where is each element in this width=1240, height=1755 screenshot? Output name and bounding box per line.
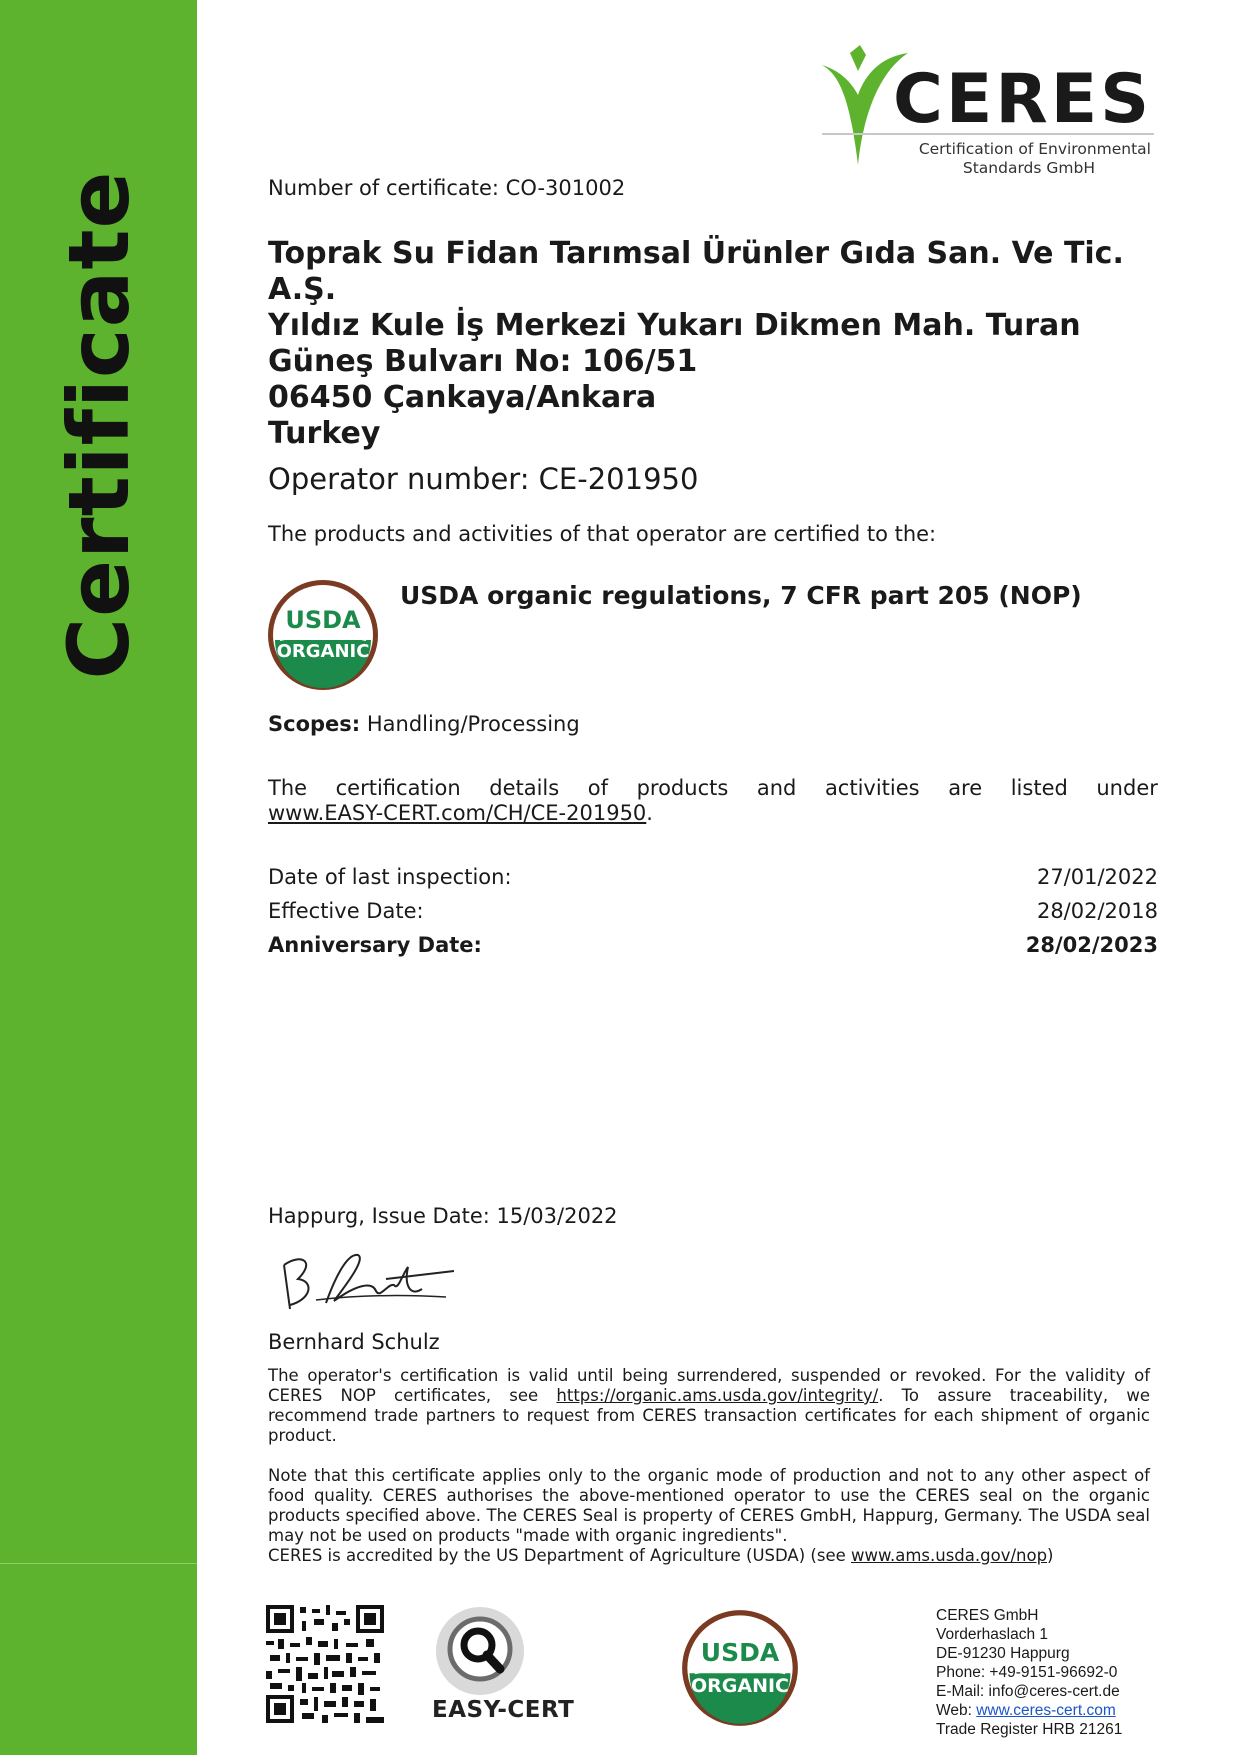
company-line: Turkey [268, 416, 381, 451]
details-word: The [268, 776, 308, 800]
company-line: 06450 Çankaya/Ankara [268, 380, 657, 415]
date-value: 28/02/2023 [1025, 933, 1158, 957]
usda-seal-icon [266, 578, 380, 692]
logo-wordmark: CERES [893, 60, 1153, 139]
date-label: Anniversary Date: [268, 933, 482, 957]
usda-organic-seal-footer [680, 1608, 800, 1728]
date-row [268, 894, 1158, 928]
web-label: Web: [936, 1702, 977, 1719]
accreditation-line [268, 1546, 1150, 1566]
details-word: and [756, 776, 797, 800]
details-paragraph [268, 776, 1158, 826]
sidebar-band [0, 0, 197, 1755]
dates-table [268, 860, 1158, 962]
company-line: Güneş Bulvarı No: 106/51 [268, 344, 698, 379]
web-line [936, 1701, 1122, 1720]
logo-subtitle-line1: Certification of Environmental [918, 140, 1151, 158]
sidebar-divider [0, 1563, 197, 1564]
details-word: products [636, 776, 729, 800]
easy-cert-logo-text: EASY-CERT [432, 1697, 575, 1723]
logo-subtitle [893, 140, 1151, 178]
address-line: Vorderhaslach 1 [936, 1626, 1049, 1643]
details-word: under [1096, 776, 1158, 800]
trade-register: Trade Register HRB 21261 [936, 1721, 1123, 1738]
seal-usda-text: USDA [700, 1638, 780, 1667]
date-value: 27/01/2022 [1036, 865, 1158, 889]
company-line: Yıldız Kule İş Merkezi Yukarı Dikmen Mah. Turan [268, 308, 1081, 343]
address-line: Phone: +49-9151-96692-0 [936, 1664, 1118, 1681]
note-text: Note that this certificate applies only to the organic mode of production and not to any other aspect of food quality. CERES authorises the above-mentioned operator to use the CERES seal on the organic products specified above. The CERES Seal is property of CERES GmbH, Happurg, Germany. The USDA seal may not be used on products "made with organic ingredients". [268, 1466, 1150, 1545]
note-text: The operator's certification is valid until being surrendered, suspended or revoked. For the validity of CERES NOP certificates, see [268, 1366, 1150, 1405]
easy-cert-link[interactable]: www.EASY-CERT.com/CH/CE-201950 [268, 801, 647, 825]
operator-number: Operator number: CE-201950 [268, 462, 699, 496]
company-block [268, 236, 1148, 452]
issue-date: Happurg, Issue Date: 15/03/2022 [268, 1204, 618, 1228]
logo-subtitle-line2: Standards GmbH [962, 159, 1095, 177]
scope-note-paragraph [268, 1466, 1150, 1566]
date-label: Effective Date: [268, 899, 424, 923]
details-word: listed [1010, 776, 1068, 800]
seal-organic-text: ORGANIC [276, 641, 370, 662]
ceres-website-link[interactable]: www.ceres-cert.com [976, 1702, 1116, 1719]
scopes-value: Handling/Processing [366, 712, 580, 736]
address-line: DE-91230 Happurg [936, 1645, 1070, 1662]
validity-paragraph [268, 1366, 1150, 1446]
date-row [268, 928, 1158, 962]
certificate-number: Number of certificate: CO-301002 [268, 176, 626, 200]
sidebar-title: Certificate [50, 170, 148, 680]
scopes-label: Scopes: [268, 712, 361, 736]
details-word: activities [824, 776, 920, 800]
details-word: details [489, 776, 560, 800]
details-line [268, 801, 1158, 826]
details-end: . [646, 801, 653, 825]
details-word: certification [335, 776, 461, 800]
details-word: of [587, 776, 609, 800]
date-value: 28/02/2018 [1036, 899, 1158, 923]
signer-name: Bernhard Schulz [268, 1330, 440, 1354]
regulation-title: USDA organic regulations, 7 CFR part 205 (NOP) [400, 581, 1082, 610]
usda-seal-icon [680, 1608, 800, 1728]
address-line: CERES GmbH [936, 1607, 1039, 1624]
usda-integrity-link[interactable]: https://organic.ams.usda.gov/integrity/ [556, 1386, 879, 1405]
date-row [268, 860, 1158, 894]
certified-to-text: The products and activities of that operator are certified to the: [268, 522, 937, 546]
scopes [268, 712, 580, 736]
seal-usda-text: USDA [285, 606, 361, 634]
usda-nop-link[interactable]: www.ams.usda.gov/nop [851, 1546, 1048, 1565]
signature-icon [276, 1245, 456, 1320]
note-text: CERES is accredited by the US Department of Agriculture (USDA) (see [268, 1546, 851, 1565]
qr-code-icon[interactable] [266, 1605, 384, 1723]
details-line [268, 776, 1158, 801]
company-line: A.Ş. [268, 272, 337, 307]
seal-organic-text: ORGANIC [691, 1675, 789, 1697]
usda-organic-seal [266, 578, 380, 692]
contact-address [936, 1606, 1122, 1739]
company-line: Toprak Su Fidan Tarımsal Ürünler Gıda San. Ve Tic. [268, 236, 1124, 271]
details-word: are [948, 776, 983, 800]
address-line: E-Mail: info@ceres-cert.de [936, 1683, 1120, 1700]
date-label: Date of last inspection: [268, 865, 512, 889]
easy-cert-logo-icon [430, 1605, 530, 1697]
note-text: . To assure traceability, we recommend trade partners to request from CERES transaction certificates for each shipment of organic product. [268, 1386, 1150, 1445]
note-text: ) [1047, 1546, 1054, 1565]
